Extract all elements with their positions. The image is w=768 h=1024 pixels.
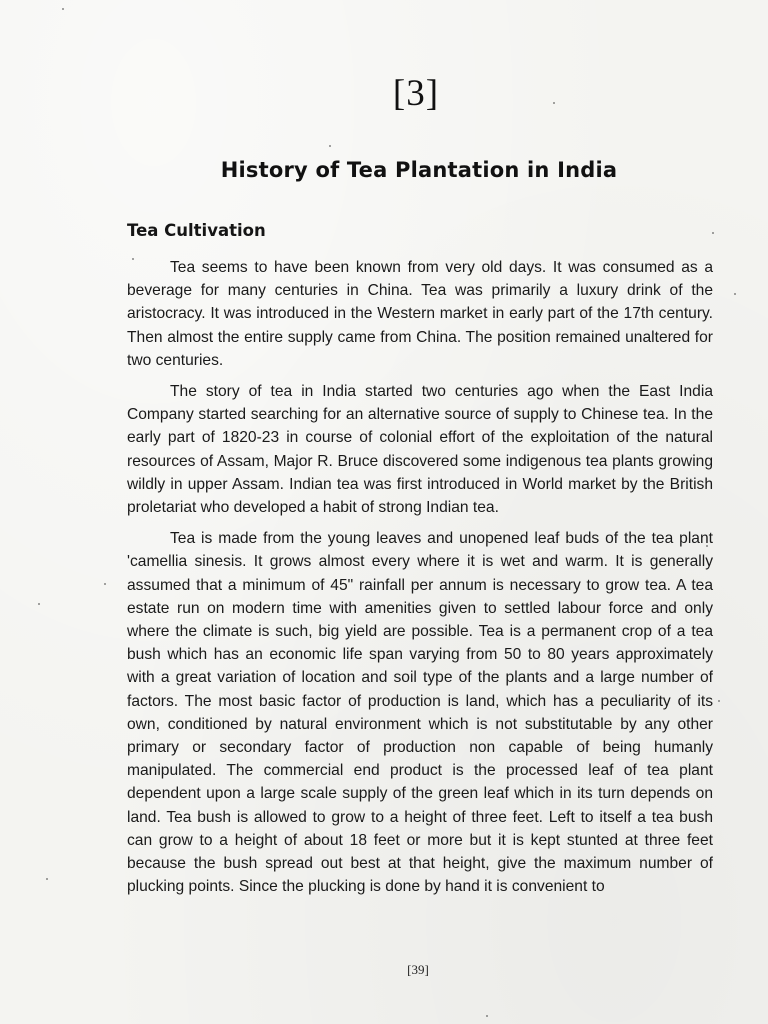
- chapter-number: [3]: [392, 73, 440, 114]
- scan-speck: [712, 232, 714, 234]
- paragraph: The story of tea in India started two centuries ago when the East India Company started searching for an alternative source of supply to Chinese tea. In the early part of 1820-23 in course of colonial effort of the exploitation of the natural resources of Assam, Major R. Bruce discovered some indigenous tea plants growing wildly in upper Assam. Indian tea was first introduced in World market by the British proletariat who developed a habit of strong Indian tea.: [127, 383, 713, 517]
- paragraph: Tea is made from the young leaves and unopened leaf buds of the tea plant 'camellia sinesis. It grows almost every where it is wet and warm. It is generally assumed that a minimum of 45" rainfall per annum is necessary to grow tea. A tea estate run on modern time with amenities given to settled labour force and only where the climate is such, big yield are possible. Tea is a permanent crop of a tea bush which has an economic life span varying from 50 to 80 years approximately with a great variation of location and soil type of the plants and a large number of factors. The most basic factor of production is land, which has a peculiarity of its own, conditioned by natural environment which is not substitutable by any other primary or secondary factor of production non capable of being humanly manipulated. The commercial end product is the processed leaf of tea plant dependent upon a large scale supply of the green leaf which in its turn depends on land. Tea bush is allowed to grow to a height of three feet. Left to itself a tea bush can grow to a height of about 18 feet or more but it is kept stunted at three feet because the bush spread out best at that height, give the maximum number of plucking points. Since the plucking is done by hand it is convenient to: [127, 530, 713, 896]
- chapter-title: History of Tea Plantation in India: [220, 158, 618, 182]
- section-heading: Tea Cultivation: [127, 221, 266, 240]
- scan-speck: [734, 293, 736, 295]
- paragraph: Tea seems to have been known from very old days. It was consumed as a beverage for many centuries in China. Tea was primarily a luxury drink of the aristocracy. It was introduced in the Western market in early part of the 17th century. Then almost the entire supply came from China. The position remained unaltered for two centuries.: [127, 259, 713, 369]
- page-number: [39]: [407, 962, 429, 977]
- scan-speck: [38, 603, 40, 605]
- scan-speck: [329, 145, 331, 147]
- body-text: [127, 256, 713, 898]
- scan-speck: [718, 700, 720, 702]
- scan-speck: [62, 8, 64, 10]
- scan-speck: [46, 878, 48, 880]
- scan-speck: [486, 1015, 488, 1017]
- scan-speck: [104, 583, 106, 585]
